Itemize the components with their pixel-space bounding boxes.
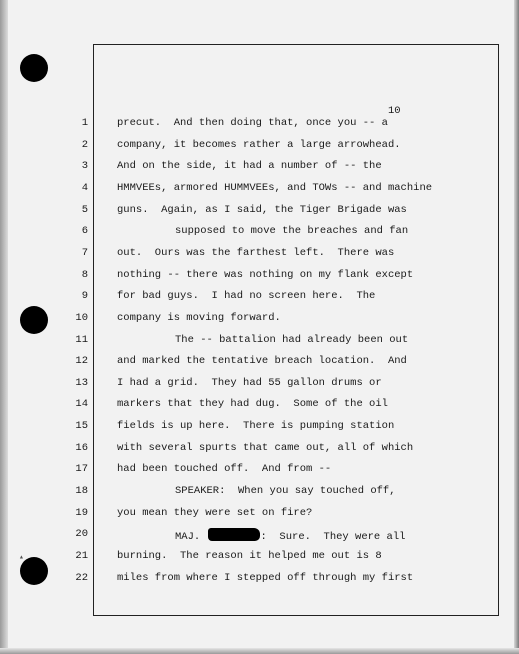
transcript-line: miles from where I stepped off through my first	[117, 572, 414, 584]
transcript-line: nothing -- there was nothing on my flank except	[117, 269, 414, 281]
line-number: 11	[75, 334, 88, 346]
margin-mark: ▴	[19, 553, 24, 562]
transcript-line: out. Ours was the farthest left. There was	[117, 247, 395, 259]
page-edge-right	[514, 0, 519, 654]
line-number: 14	[75, 398, 88, 410]
line-number: 8	[81, 269, 88, 281]
transcript-line: SPEAKER: When you say touched off,	[175, 485, 396, 497]
speaker-suffix: : Sure. They were all	[260, 531, 406, 543]
transcript-line: company is moving forward.	[117, 312, 281, 324]
transcript-line: burning. The reason it helped me out is 8	[117, 550, 382, 562]
page-edge-bottom	[0, 648, 519, 654]
line-number: 10	[75, 312, 88, 324]
line-number: 1	[81, 117, 88, 129]
transcript-line: markers that they had dug. Some of the oil	[117, 398, 388, 410]
line-number: 7	[81, 247, 88, 259]
transcript-line: guns. Again, as I said, the Tiger Brigade was	[117, 204, 407, 216]
punch-hole-bottom	[20, 557, 48, 585]
line-number: 20	[75, 528, 88, 540]
transcript-line: supposed to move the breaches and fan	[175, 225, 409, 237]
line-number: 17	[75, 463, 88, 475]
transcript-line: I had a grid. They had 55 gallon drums or	[117, 377, 382, 389]
page-edge-left	[0, 0, 8, 654]
line-number: 4	[81, 182, 88, 194]
speaker-prefix: MAJ.	[175, 531, 207, 543]
line-number: 18	[75, 485, 88, 497]
transcript-line: fields is up here. There is pumping station	[117, 420, 395, 432]
line-number: 5	[81, 204, 88, 216]
punch-hole-top	[20, 54, 48, 82]
line-number: 3	[81, 160, 88, 172]
line-number: 12	[75, 355, 88, 367]
transcript-line	[175, 528, 405, 543]
transcript-line: and marked the tentative breach location. And	[117, 355, 407, 367]
transcript-line: The -- battalion had already been out	[175, 334, 409, 346]
redaction-mark	[208, 528, 260, 541]
line-number: 9	[81, 290, 88, 302]
line-number: 21	[75, 550, 88, 562]
transcript-line: you mean they were set on fire?	[117, 507, 313, 519]
transcript-line: precut. And then doing that, once you -- a	[117, 117, 388, 129]
line-number: 15	[75, 420, 88, 432]
transcript-line: And on the side, it had a number of -- the	[117, 160, 382, 172]
transcript-line: HMMVEEs, armored HUMMVEEs, and TOWs -- and machine	[117, 182, 433, 194]
line-number: 16	[75, 442, 88, 454]
transcript-line: company, it becomes rather a large arrowhead.	[117, 139, 401, 151]
page-number: 10	[388, 105, 401, 117]
line-number: 6	[81, 225, 88, 237]
line-number: 2	[81, 139, 88, 151]
transcript-line: with several spurts that came out, all of which	[117, 442, 414, 454]
transcript-line: for bad guys. I had no screen here. The	[117, 290, 376, 302]
line-number: 22	[75, 572, 88, 584]
line-number: 13	[75, 377, 88, 389]
punch-hole-middle	[20, 306, 48, 334]
line-number: 19	[75, 507, 88, 519]
transcript-line: had been touched off. And from --	[117, 463, 332, 475]
